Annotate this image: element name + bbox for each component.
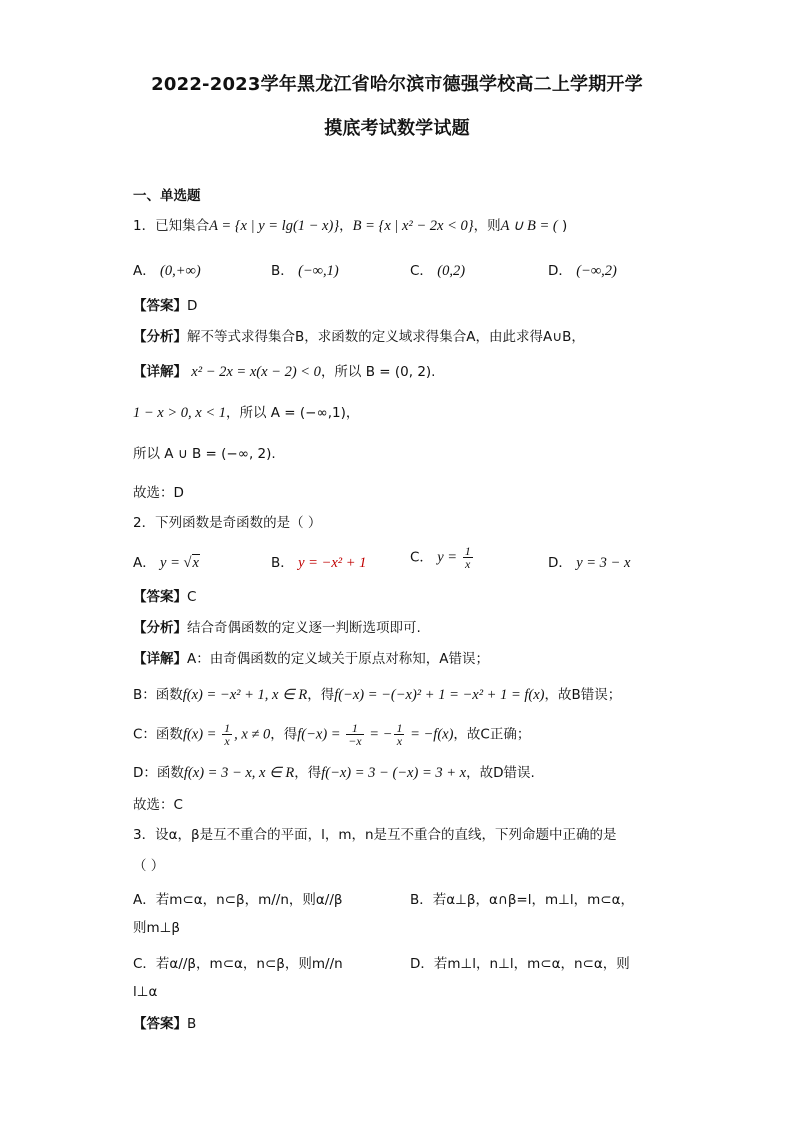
q3-option-c: C．若α//β，m⊂α，n⊂β，则m//n [133,956,343,972]
q2-analysis: 【分析】结合奇偶函数的定义逐一判断选项即可. [133,620,421,636]
q1-set-b: B = {x | x² − 2x < 0} [352,218,474,234]
doc-title-line2: 摸底考试数学试题 [324,118,470,139]
q2-option-d: D． y = 3 − x [548,555,631,571]
q1-stem-prefix: 1．已知集合 [133,218,210,234]
q1-detail-3: 所以 A ∪ B = (−∞, 2). [133,446,276,462]
q2-detail-c: C：函数f(x) = $\frac{1}{x}$ , x ≠ 0，得f(−x) = $\frac{1}{-x}$ = − $\frac{1}{x}$ = −f(x)，故C正确； [133,721,531,748]
q1-set-a: A = {x | y = lg(1 − x)} [209,218,340,234]
q3-answer: 【答案】B [133,1016,197,1032]
q2-detail-a: 【详解】A：由奇偶函数的定义域关于原点对称知，A错误； [133,651,489,667]
q2-option-c: C． y = $\frac{1}{x}$ [410,544,471,571]
q1-answer: 【答案】D [133,298,198,314]
q1-analysis: 【分析】解不等式求得集合B，求函数的定义域求得集合A，由此求得A∪B， [133,329,585,345]
q3-option-a: A．若m⊂α，n⊂β，m//n，则α//β [133,892,343,908]
q1-expr: A ∪ B = ( [500,218,558,234]
q3-option-d-cont: l⊥α [133,984,158,1000]
q1-sep: ， [339,218,353,234]
q1-stem [133,217,567,235]
q2-stem: 2．下列函数是奇函数的是（ ） [133,515,322,531]
section-heading: 一、单选题 [133,188,201,204]
q1-option-a: A． (0,+∞) [133,263,201,279]
q3-stem-1: 3．设α，β是互不重合的平面，l，m，n是互不重合的直线，下列命题中正确的是 [133,827,617,843]
q3-option-b-cont: 则m⊥β [133,920,181,936]
q1-stem-suffix: ，则 [473,218,501,234]
doc-title-line1: 2022-2023学年黑龙江省哈尔滨市德强学校高二上学期开学 [151,74,643,95]
q1-detail-1: 【详解】 x² − 2x = x(x − 2) < 0，所以 B = (0, 2). [133,364,436,380]
q3-option-b: B．若α⊥β，α∩β=l，m⊥l，m⊂α， [410,892,635,908]
q1-choice: 故选：D [133,485,184,501]
q1-detail-2: 1 − x > 0, x < 1，所以 A = (−∞,1)， [133,405,360,421]
q1-option-c: C． (0,2) [410,263,466,279]
q3-stem-2: （ ） [133,858,165,874]
q2-option-a: A． y = √x [133,555,199,571]
q2-detail-b: B：函数f(x) = −x² + 1, x ∈ R，得f(−x) = −(−x)² + 1 = −x² + 1 = f(x)，故B错误； [133,687,622,703]
q2-detail-d: D：函数f(x) = 3 − x, x ∈ R，得f(−x) = 3 − (−x) = 3 + x，故D错误. [133,765,535,781]
q3-option-d: D．若m⊥l，n⊥l，m⊂α，n⊂α，则 [410,956,630,972]
q2-option-b: B． y = −x² + 1 [271,555,367,571]
q2-answer: 【答案】C [133,589,197,605]
q1-option-d: D． (−∞,2) [548,263,617,279]
q2-choice: 故选：C [133,797,183,813]
q1-blank: ) [557,218,568,234]
q1-option-b: B． (−∞,1) [271,263,339,279]
